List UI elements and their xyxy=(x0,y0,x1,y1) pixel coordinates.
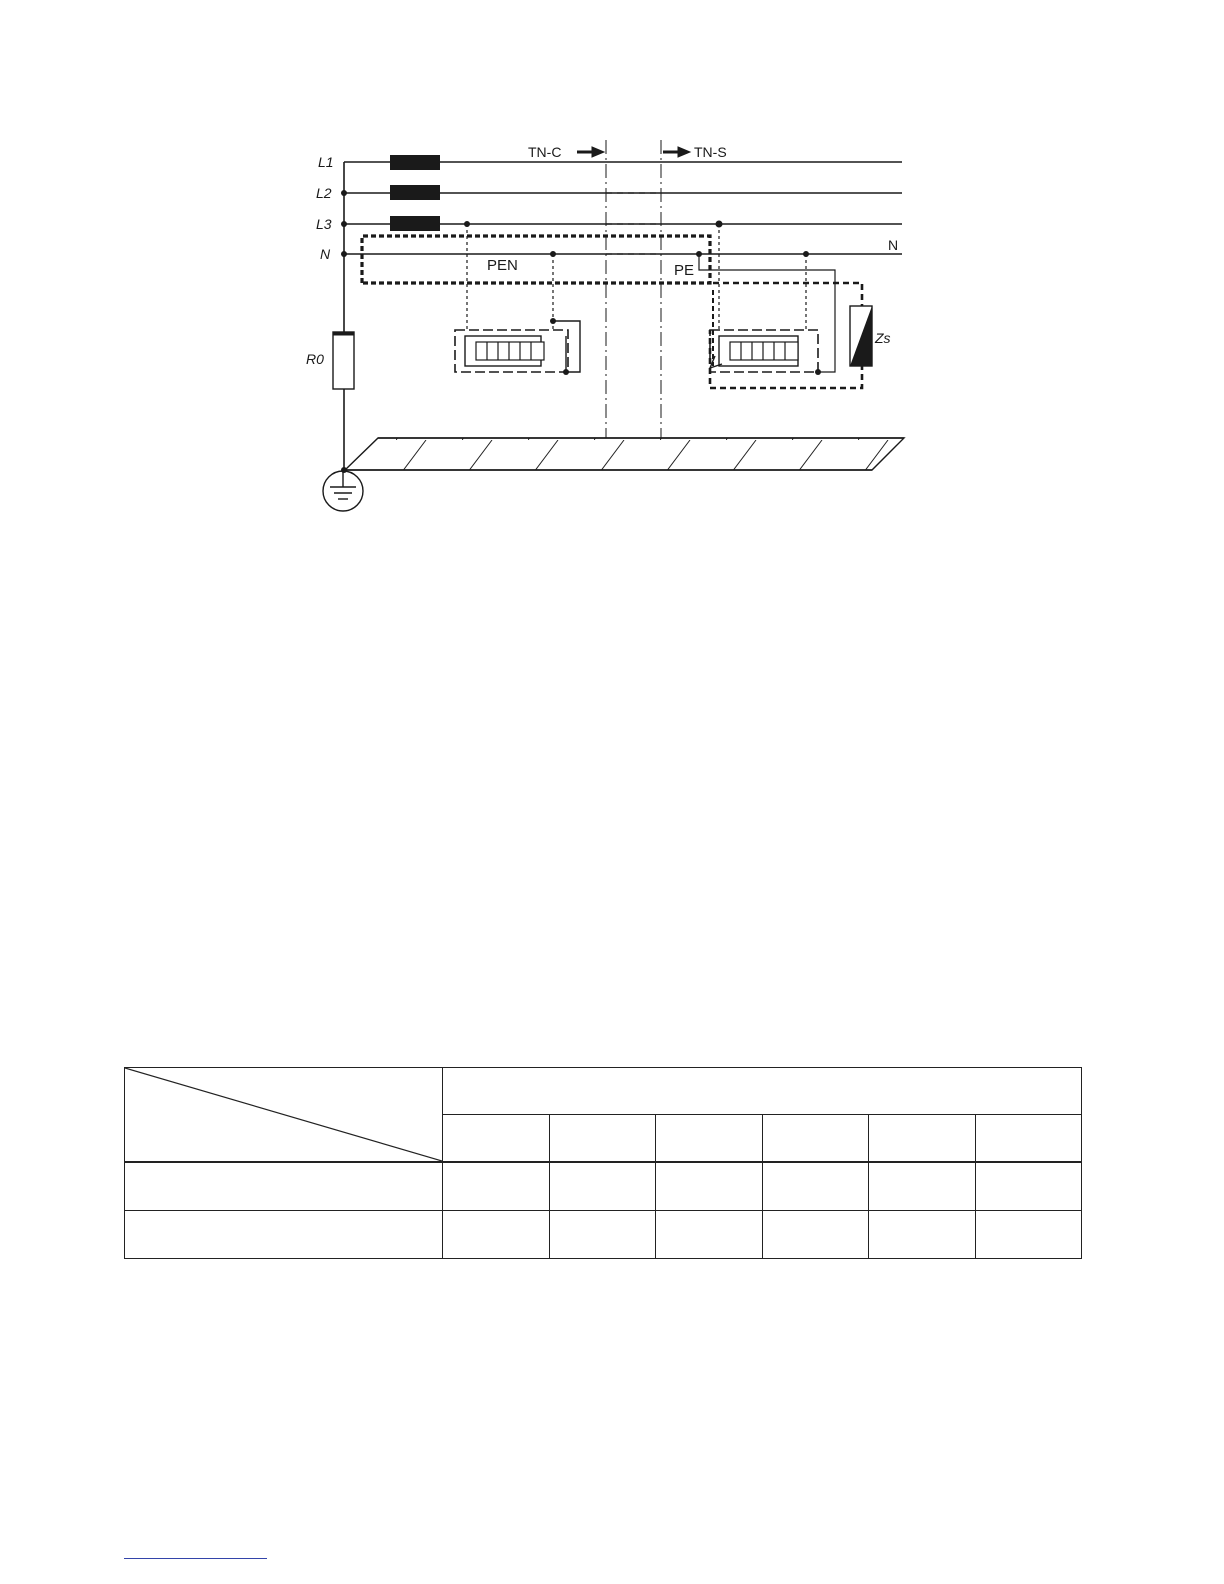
table-cell xyxy=(762,1162,869,1211)
label-pe: PE xyxy=(674,262,695,279)
table-row xyxy=(125,1162,1082,1211)
column-header xyxy=(869,1115,976,1163)
footnote-separator xyxy=(124,1558,267,1559)
label-l1: L1 xyxy=(318,154,334,170)
junction-dots xyxy=(341,190,821,473)
winding-l1 xyxy=(390,155,440,170)
table-cell xyxy=(656,1162,763,1211)
tn-c-s-wiring-diagram xyxy=(0,0,1224,560)
label-zs: Zs xyxy=(875,330,891,346)
column-header xyxy=(656,1115,763,1163)
table-cell xyxy=(549,1162,656,1211)
transformer-windings xyxy=(390,155,440,231)
table-cell xyxy=(869,1162,976,1211)
table-cell xyxy=(975,1211,1082,1259)
table-corner-cell xyxy=(125,1068,443,1163)
table-cell xyxy=(869,1211,976,1259)
tn-arrows xyxy=(577,147,690,157)
label-n: N xyxy=(320,246,331,262)
label-r0: R0 xyxy=(306,351,324,367)
row-label xyxy=(125,1211,443,1259)
winding-l2 xyxy=(390,185,440,200)
table-cell xyxy=(656,1211,763,1259)
label-tn-s: TN-S xyxy=(694,144,727,160)
earth-symbol-icon xyxy=(323,470,363,511)
table-row xyxy=(125,1211,1082,1259)
row-label xyxy=(125,1162,443,1211)
label-l3: L3 xyxy=(316,216,332,232)
supply-lines xyxy=(344,162,902,470)
table-cell xyxy=(443,1162,550,1211)
pen-conductor-path xyxy=(362,236,710,283)
corner-diagonal xyxy=(125,1068,442,1161)
column-header xyxy=(443,1115,550,1163)
column-header xyxy=(762,1115,869,1163)
table-header-row xyxy=(125,1068,1082,1115)
column-header xyxy=(549,1115,656,1163)
label-pen: PEN xyxy=(487,257,518,274)
winding-l3 xyxy=(390,216,440,231)
table-cell xyxy=(443,1211,550,1259)
zs-impedance xyxy=(850,306,872,366)
label-l2: L2 xyxy=(316,185,332,201)
data-table xyxy=(124,1067,1082,1259)
table-cell xyxy=(762,1211,869,1259)
load-left xyxy=(455,224,580,372)
r0-resistor xyxy=(333,332,354,389)
column-header xyxy=(975,1115,1082,1163)
label-n-right: N xyxy=(888,237,899,253)
load-right xyxy=(699,224,862,388)
ground-plane xyxy=(345,438,904,470)
table-cell xyxy=(549,1211,656,1259)
label-tn-c: TN-C xyxy=(528,144,562,160)
section-boundary xyxy=(606,140,661,438)
table-group-header xyxy=(443,1068,1082,1115)
table-cell xyxy=(975,1162,1082,1211)
